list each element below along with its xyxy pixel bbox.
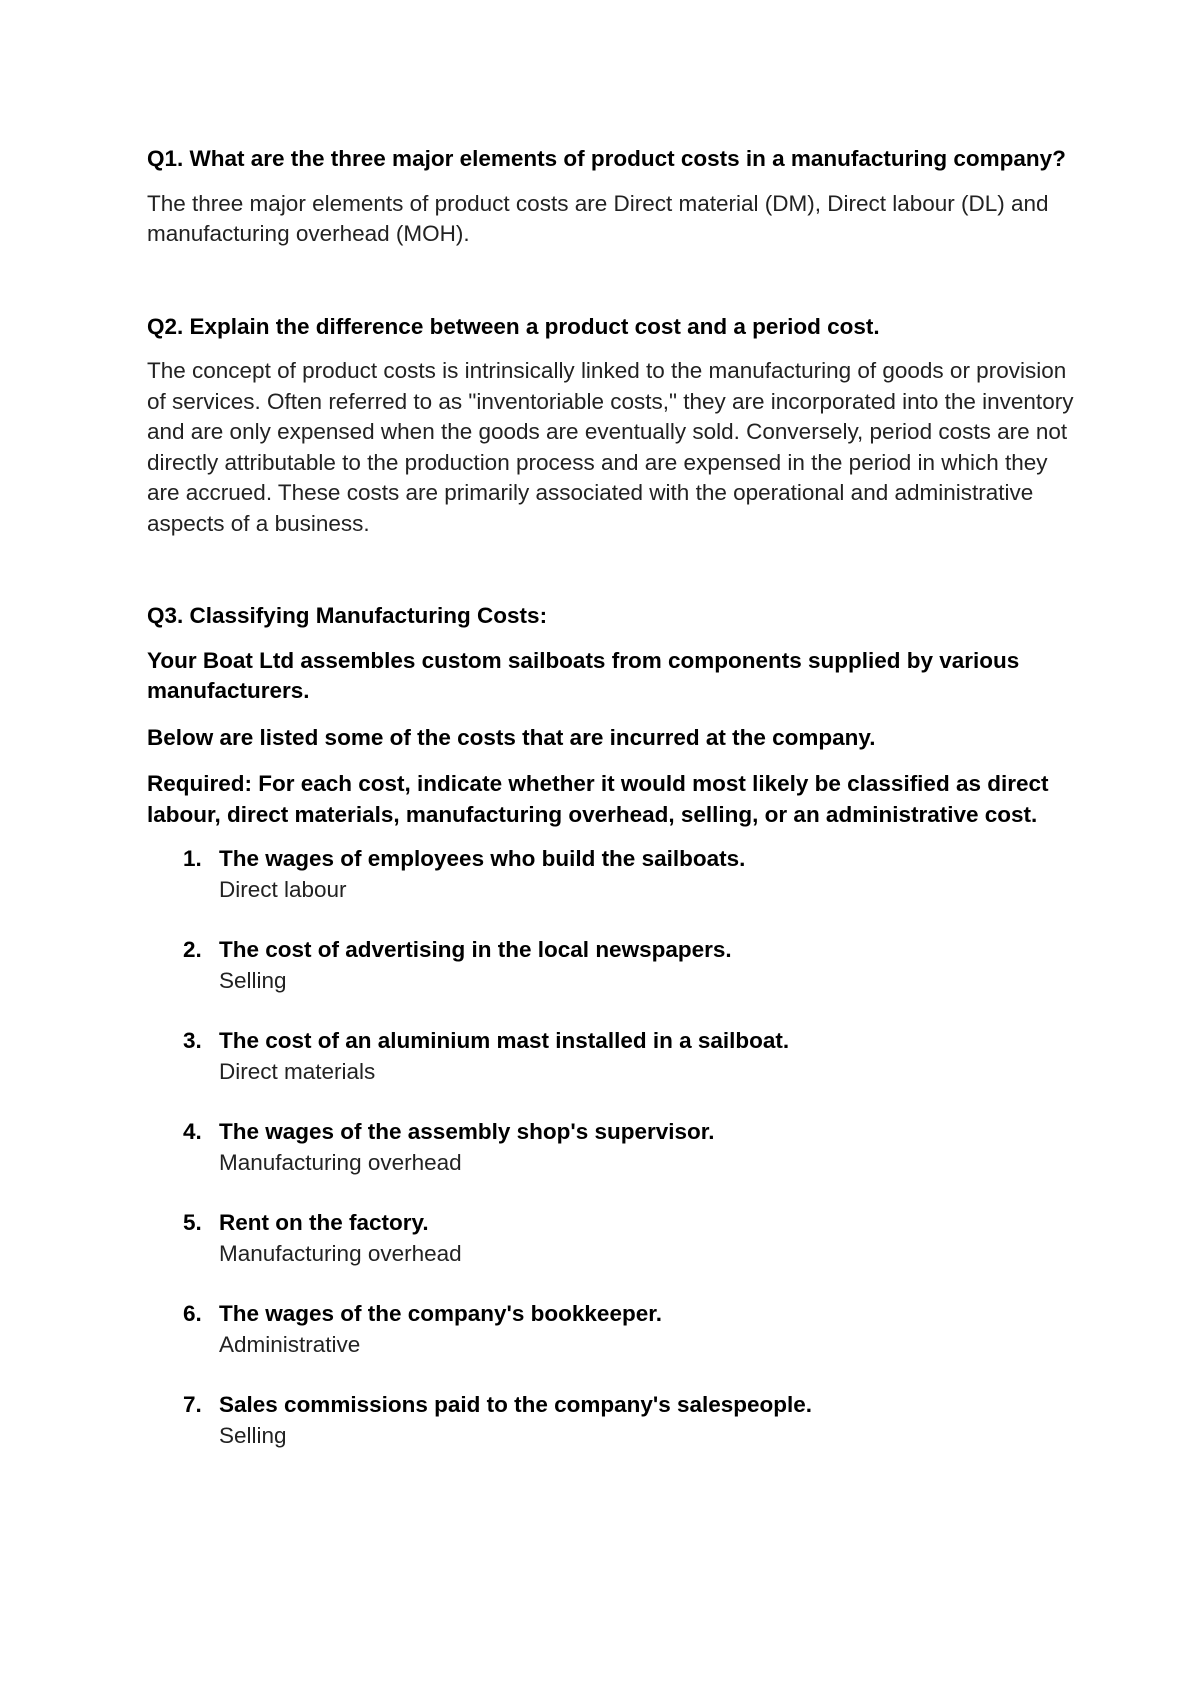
cost-item-list	[147, 844, 1077, 1451]
cost-item-answer: Direct labour	[219, 876, 347, 902]
q1-title: Q1. What are the three major elements of product costs in a manufacturing company?	[147, 146, 1066, 171]
q3-listed: Below are listed some of the costs that are incurred at the company.	[147, 724, 876, 750]
q3-title: Q3. Classifying Manufacturing Costs:	[147, 603, 548, 628]
cost-item-answer: Direct materials	[219, 1058, 376, 1084]
cost-item-5	[147, 1208, 1077, 1269]
q3-required: Required: For each cost, indicate whether it would most likely be classified as direct labour, direct materials, manufacturing overhead, selling, or an administrative cost.	[147, 771, 1049, 827]
cost-item-answer: Administrative	[219, 1331, 361, 1357]
cost-item-question: The cost of an aluminium mast installed in a sailboat.	[219, 1028, 790, 1053]
cost-item-number: 6.	[183, 1301, 202, 1326]
cost-item-number: 7.	[183, 1392, 202, 1417]
cost-item-answer: Manufacturing overhead	[219, 1149, 462, 1175]
cost-item-number: 4.	[183, 1119, 202, 1144]
cost-item-answer: Manufacturing overhead	[219, 1240, 462, 1266]
q2-answer: The concept of product costs is intrinsically linked to the manufacturing of goods or provision of services. Often referred to as "inventoriable costs," they are incorporated into the inventory and are only expensed when the goods are eventually sold. Conversely, period costs are not directly attributable to the production process and are expensed in the period in which they are accrued. These costs are primarily associated with the operational and administrative aspects of a business.	[147, 358, 1074, 536]
cost-item-number: 3.	[183, 1028, 202, 1053]
cost-item-question: The wages of the assembly shop's supervisor.	[219, 1119, 715, 1144]
document-page	[147, 144, 1077, 1481]
cost-item-question: Sales commissions paid to the company's salespeople.	[219, 1392, 813, 1417]
q3-intro: Your Boat Ltd assembles custom sailboats from components supplied by various manufacturers.	[147, 647, 1020, 703]
cost-item-6	[147, 1299, 1077, 1360]
cost-item-number: 1.	[183, 846, 202, 871]
cost-item-2	[147, 935, 1077, 996]
cost-item-number: 5.	[183, 1210, 202, 1235]
cost-item-3	[147, 1026, 1077, 1087]
q2-title: Q2. Explain the difference between a product cost and a period cost.	[147, 313, 880, 339]
q1-answer: The three major elements of product costs are Direct material (DM), Direct labour (DL) and manufacturing overhead (MOH).	[147, 190, 1049, 246]
cost-item-7	[147, 1390, 1077, 1451]
cost-item-question: The wages of the company's bookkeeper.	[219, 1301, 662, 1326]
cost-item-answer: Selling	[219, 967, 287, 993]
cost-item-1	[147, 844, 1077, 905]
cost-item-answer: Selling	[219, 1422, 287, 1448]
cost-item-question: Rent on the factory.	[219, 1210, 429, 1235]
cost-item-number: 2.	[183, 937, 202, 962]
cost-item-4	[147, 1117, 1077, 1178]
cost-item-question: The cost of advertising in the local newspapers.	[219, 937, 732, 962]
cost-item-question: The wages of employees who build the sailboats.	[219, 846, 746, 871]
